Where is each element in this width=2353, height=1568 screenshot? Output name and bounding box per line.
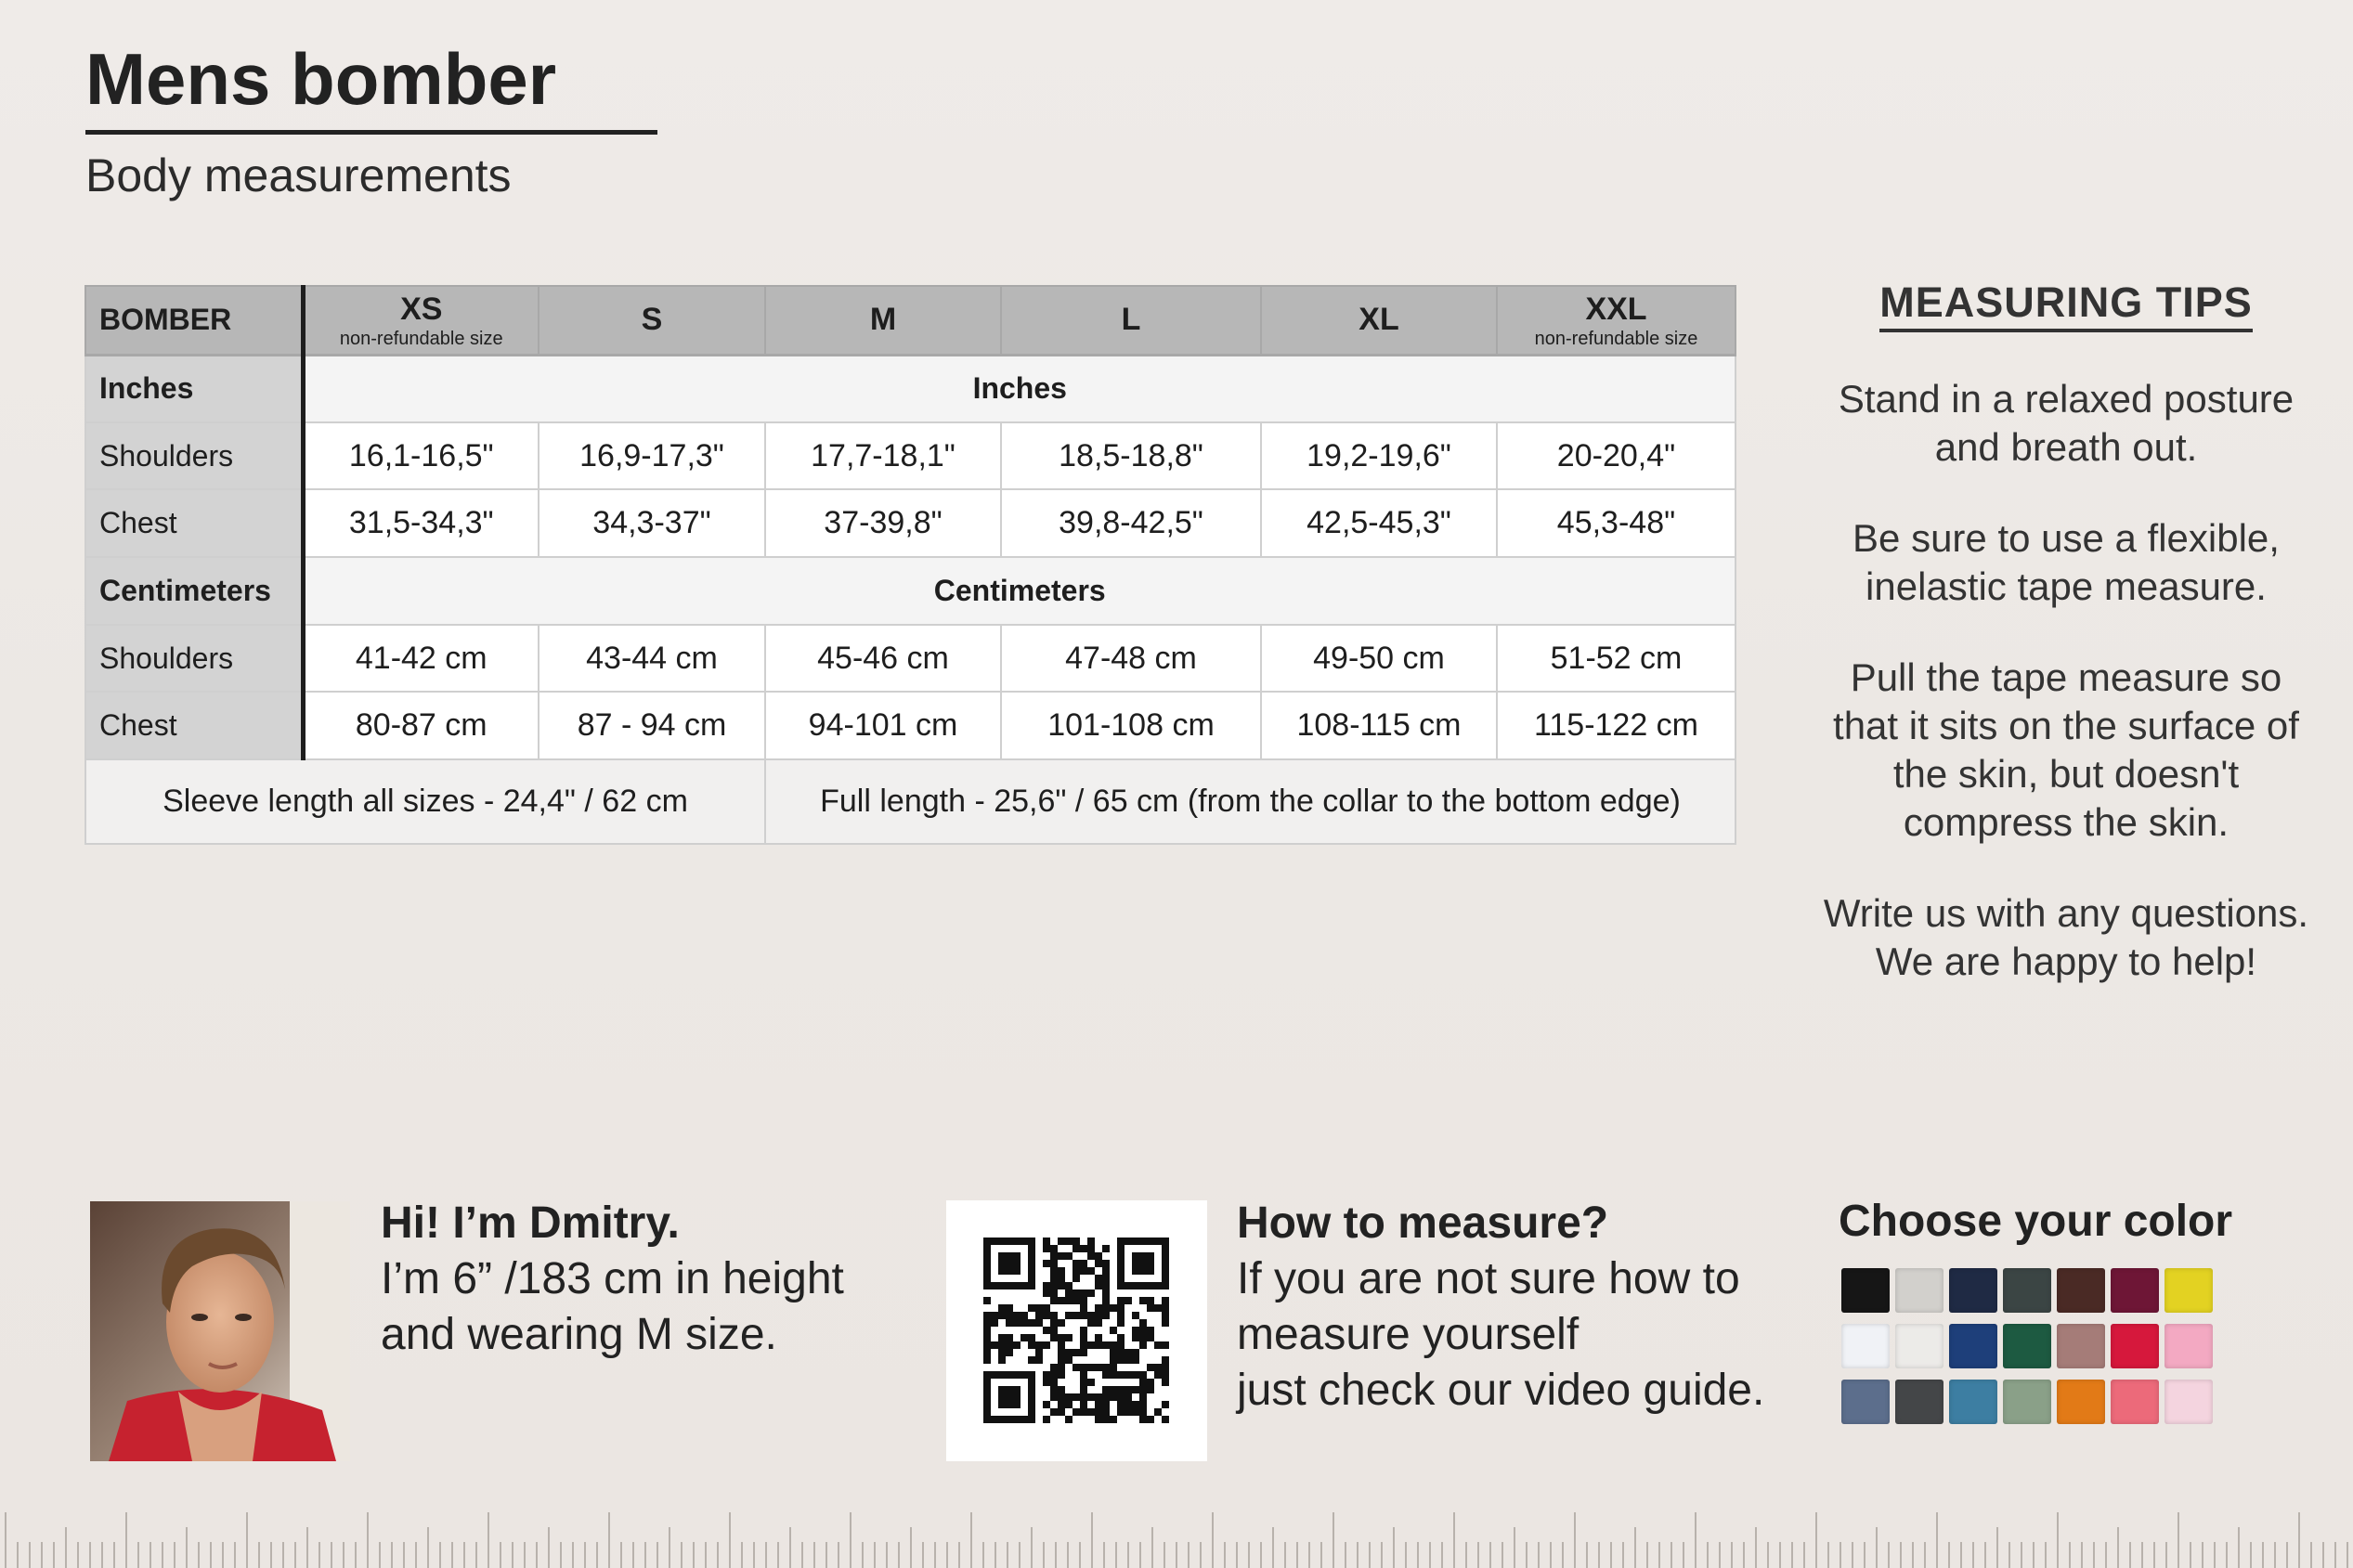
table-cell: 42,5-45,3" [1261, 489, 1497, 557]
table-cell: 101-108 cm [1001, 692, 1261, 759]
table-cell: 19,2-19,6" [1261, 422, 1497, 490]
size-label: XL [1358, 302, 1399, 338]
size-note: non-refundable size [1534, 329, 1698, 350]
color-swatch[interactable] [1895, 1324, 1944, 1368]
qr-code[interactable] [946, 1200, 1207, 1461]
table-footer-row [85, 759, 1736, 844]
color-swatch[interactable] [1949, 1380, 1997, 1424]
table-cell: 41-42 cm [303, 625, 539, 693]
row-label: Shoulders [85, 625, 303, 693]
table-cell: 47-48 cm [1001, 625, 1261, 693]
centimeters-section-header: Centimeters [303, 557, 1736, 625]
tip-paragraph: Pull the tape measure so that it sits on the surface of the skin, but doesn't compress the skin. [1833, 655, 2299, 844]
table-cell: 51-52 cm [1497, 625, 1736, 693]
size-chart-table [84, 285, 1736, 845]
color-swatch[interactable] [2057, 1380, 2105, 1424]
table-row [85, 489, 1736, 557]
color-swatch[interactable] [1949, 1268, 1997, 1313]
table-cell: 20-20,4" [1497, 422, 1736, 490]
table-cell: 34,3-37" [539, 489, 765, 557]
title-underline [85, 130, 657, 135]
table-cell: 45,3-48" [1497, 489, 1736, 557]
row-label: Chest [85, 489, 303, 557]
table-cell: 31,5-34,3" [303, 489, 539, 557]
size-note: non-refundable size [339, 329, 503, 350]
model-greeting: Hi! I’m Dmitry. [381, 1199, 680, 1248]
table-cell: 17,7-18,1" [765, 422, 1001, 490]
size-label: XS [400, 292, 443, 328]
inches-section-row [85, 355, 1736, 422]
table-corner-label: BOMBER [85, 286, 303, 355]
table-row [85, 422, 1736, 490]
color-swatch[interactable] [2003, 1268, 2051, 1313]
color-swatch[interactable] [1841, 1324, 1890, 1368]
row-label: Chest [85, 692, 303, 759]
color-swatch[interactable] [1841, 1380, 1890, 1424]
table-cell: 18,5-18,8" [1001, 422, 1261, 490]
table-cell: 39,8-42,5" [1001, 489, 1261, 557]
table-cell: 80-87 cm [303, 692, 539, 759]
color-swatch[interactable] [1949, 1324, 1997, 1368]
table-row [85, 692, 1736, 759]
measuring-tips [1820, 279, 2312, 986]
row-label: Shoulders [85, 422, 303, 490]
centimeters-section-row [85, 557, 1736, 625]
size-header-m [765, 286, 1001, 355]
color-swatch[interactable] [2111, 1380, 2159, 1424]
size-header-xxl [1497, 286, 1736, 355]
table-cell: 16,9-17,3" [539, 422, 765, 490]
color-swatch[interactable] [2111, 1324, 2159, 1368]
color-swatch[interactable] [1895, 1268, 1944, 1313]
size-header-row [85, 286, 1736, 355]
size-header-l [1001, 286, 1261, 355]
color-swatch[interactable] [2003, 1380, 2051, 1424]
color-swatch[interactable] [1841, 1268, 1890, 1313]
table-cell: 37-39,8" [765, 489, 1001, 557]
page-title: Mens bomber [85, 38, 557, 120]
table-cell: 108-115 cm [1261, 692, 1497, 759]
centimeters-section-label: Centimeters [85, 557, 303, 625]
size-header-s [539, 286, 765, 355]
table-row [85, 625, 1736, 693]
color-swatch[interactable] [2164, 1324, 2213, 1368]
how-to-heading: How to measure? [1237, 1199, 1609, 1248]
color-swatch[interactable] [2164, 1380, 2213, 1424]
color-swatch[interactable] [2164, 1268, 2213, 1313]
color-swatch[interactable] [2003, 1324, 2051, 1368]
measuring-tips-heading: MEASURING TIPS [1879, 279, 2253, 332]
model-size: and wearing M size. [381, 1310, 777, 1359]
color-swatch[interactable] [2057, 1324, 2105, 1368]
full-length-note: Full length - 25,6" / 65 cm (from the collar to the bottom edge) [765, 759, 1736, 844]
table-cell: 115-122 cm [1497, 692, 1736, 759]
model-height: I’m 6” /183 cm in height [381, 1254, 844, 1303]
tip-paragraph: Stand in a relaxed posture and breath out. [1838, 377, 2294, 469]
inches-section-label: Inches [85, 355, 303, 422]
sleeve-length-note: Sleeve length all sizes - 24,4" / 62 cm [85, 759, 765, 844]
color-swatch-grid [1841, 1268, 2213, 1424]
page-subtitle: Body measurements [85, 149, 512, 201]
table-cell: 87 - 94 cm [539, 692, 765, 759]
size-label: S [641, 302, 663, 338]
table-cell: 43-44 cm [539, 625, 765, 693]
model-photo [90, 1201, 350, 1461]
color-swatch[interactable] [1895, 1380, 1944, 1424]
how-to-line: measure yourself [1237, 1310, 1580, 1359]
tip-paragraph: Be sure to use a flexible, inelastic tape measure. [1852, 516, 2280, 608]
table-cell: 94-101 cm [765, 692, 1001, 759]
model-info [381, 1196, 901, 1363]
inches-section-header: Inches [303, 355, 1736, 422]
tip-paragraph: Write us with any questions. We are happy to help! [1823, 891, 2309, 983]
size-header-xs [303, 286, 539, 355]
color-swatch[interactable] [2057, 1268, 2105, 1313]
color-swatch[interactable] [2111, 1268, 2159, 1313]
how-to-line: If you are not sure how to [1237, 1254, 1740, 1303]
table-cell: 16,1-16,5" [303, 422, 539, 490]
how-to-measure [1237, 1196, 1831, 1419]
choose-color-title: Choose your color [1839, 1197, 2233, 1246]
size-label: M [869, 302, 897, 338]
size-label: XXL [1585, 292, 1647, 328]
tape-measure-ruler [0, 1497, 2353, 1568]
size-label: L [1121, 302, 1141, 338]
table-cell: 49-50 cm [1261, 625, 1497, 693]
how-to-line: just check our video guide. [1237, 1366, 1765, 1415]
size-header-xl [1261, 286, 1497, 355]
table-cell: 45-46 cm [765, 625, 1001, 693]
